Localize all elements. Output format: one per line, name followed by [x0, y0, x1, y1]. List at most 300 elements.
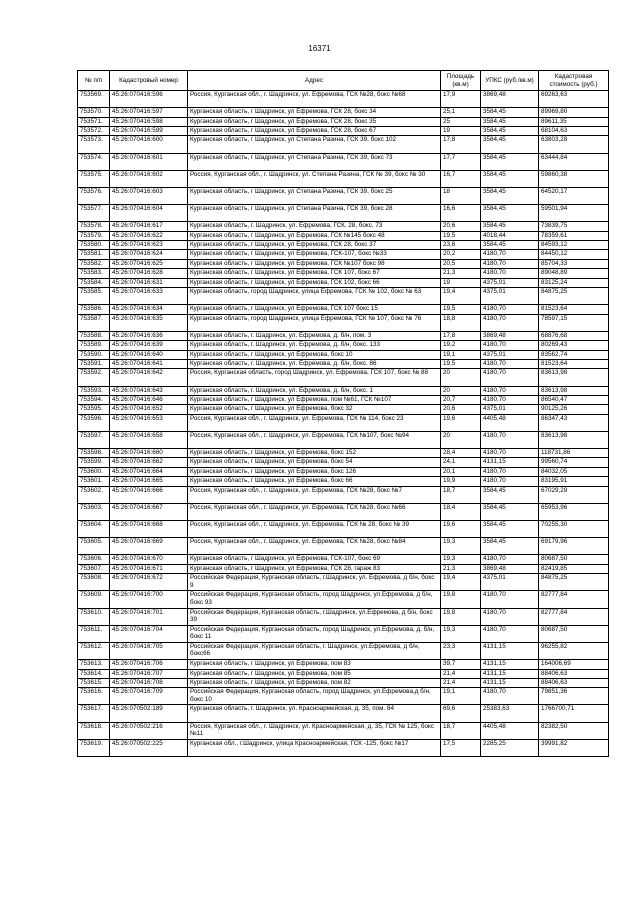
cell-cadastral-value: 69179,96 — [539, 538, 609, 555]
cell-upks: 4131,15 — [481, 669, 539, 678]
cell-num: 753594. — [78, 395, 110, 404]
cell-cadastral-number: 45:26:070416:652 — [110, 405, 188, 414]
cell-upks: 3869,48 — [481, 564, 539, 573]
cell-address: Россия, Курганская обл., г. Шадринск, ул. Ефремова, ГСК №28, бокс №68 — [188, 91, 441, 108]
cell-cadastral-number: 45:26:070416:601 — [110, 153, 188, 170]
table-row — [78, 314, 609, 331]
cell-num: 753592. — [78, 369, 110, 386]
cell-area: 18 — [441, 187, 481, 204]
table-row — [78, 108, 609, 117]
cell-cadastral-number: 45:26:070416:653 — [110, 414, 188, 431]
cell-cadastral-number: 45:26:070416:625 — [110, 259, 188, 268]
cell-num: 753591. — [78, 359, 110, 368]
cell-upks: 3584,45 — [481, 241, 539, 250]
table-row — [78, 331, 609, 340]
cell-area: 21,3 — [441, 269, 481, 278]
cell-area: 19,5 — [441, 231, 481, 240]
cell-address: Курганская область, г. Шадринск, ул. Ефремова, ГСК. 28, бокс. 73 — [188, 222, 441, 231]
table-row — [78, 688, 609, 705]
cell-cadastral-number: 45:26:070416:668 — [110, 521, 188, 538]
cell-cadastral-value: 83562,74 — [539, 350, 609, 359]
cell-cadastral-value: 86540,47 — [539, 395, 609, 404]
cell-upks: 4180,70 — [481, 688, 539, 705]
cell-address: Курганская область, г. Шадринск, ул. Ефремова, д. б/н, бокс. 133 — [188, 341, 441, 350]
cell-area: 19,4 — [441, 288, 481, 305]
table-row — [78, 241, 609, 250]
cell-upks: 3584,45 — [481, 136, 539, 153]
cell-upks: 4375,01 — [481, 574, 539, 591]
cell-address: Российская Федерация, Курганская область, город Шадринск, ул.Ефремова, д. б/н, бокс 11 — [188, 625, 441, 642]
table-row — [78, 259, 609, 268]
table-row — [78, 625, 609, 642]
cell-cadastral-value: 68104,63 — [539, 126, 609, 135]
cell-cadastral-value: 83125,24 — [539, 278, 609, 287]
table-row — [78, 117, 609, 126]
cell-cadastral-number: 45:26:070416:635 — [110, 314, 188, 331]
cell-address: Курганская область, г Шадринск, ул Ефремова, ГСК 28, бокс 37 — [188, 241, 441, 250]
cell-cadastral-value: 69263,63 — [539, 91, 609, 108]
header-address: Адрес — [188, 71, 441, 91]
cell-num: 753593. — [78, 386, 110, 395]
cell-num: 753588. — [78, 331, 110, 340]
table-row — [78, 739, 609, 756]
cell-upks: 4180,70 — [481, 259, 539, 268]
table-row — [78, 288, 609, 305]
cell-area: 20,2 — [441, 250, 481, 259]
cell-cadastral-value: 83613,98 — [539, 369, 609, 386]
table-row — [78, 705, 609, 722]
table-row — [78, 503, 609, 520]
cell-num: 753575. — [78, 170, 110, 187]
cell-address: Курганская область, г Шадринск, ул Ефремова, ГСК №145 бокс 48 — [188, 231, 441, 240]
cell-area: 18,7 — [441, 486, 481, 503]
cell-cadastral-number: 45:26:070416:667 — [110, 503, 188, 520]
cell-num: 753586. — [78, 305, 110, 314]
cell-cadastral-value: 78359,61 — [539, 231, 609, 240]
cell-cadastral-value: 88406,63 — [539, 669, 609, 678]
cell-upks: 3584,45 — [481, 187, 539, 204]
cell-area: 19 — [441, 278, 481, 287]
cell-address: Российская Федерация, Курганская область, г. Шадринск, ул.Ефремова, д б/н, бокс66 — [188, 642, 441, 659]
cell-area: 23,6 — [441, 241, 481, 250]
cell-cadastral-value: 89611,35 — [539, 117, 609, 126]
table-row — [78, 431, 609, 448]
cell-cadastral-number: 45:26:070416:617 — [110, 222, 188, 231]
table-row — [78, 608, 609, 625]
table-row — [78, 136, 609, 153]
cell-upks: 4180,70 — [481, 314, 539, 331]
cell-cadastral-value: 67029,29 — [539, 486, 609, 503]
table-body — [78, 91, 609, 757]
cell-upks: 4131,15 — [481, 642, 539, 659]
cell-upks: 4180,70 — [481, 305, 539, 314]
cell-address: Курганская область, г. Шадринск, ул. Ефремова, д. б/н, пом. 3 — [188, 331, 441, 340]
cell-upks: 4180,70 — [481, 250, 539, 259]
cell-area: 25,1 — [441, 108, 481, 117]
cell-upks: 4375,01 — [481, 405, 539, 414]
cell-num: 753597. — [78, 431, 110, 448]
cell-upks: 4180,70 — [481, 608, 539, 625]
cell-address: Курганская область, г Шадринск, ул Ефремова, ГСК 28, бокс 35 — [188, 117, 441, 126]
cell-area: 25 — [441, 117, 481, 126]
cell-upks: 4180,70 — [481, 386, 539, 395]
cell-area: 17,7 — [441, 153, 481, 170]
cell-area: 19,3 — [441, 555, 481, 564]
table-row — [78, 369, 609, 386]
table-row — [78, 153, 609, 170]
cell-cadastral-number: 45:26:070416:596 — [110, 91, 188, 108]
cell-address: Курганская область, г Шадринск, ул Ефремова, ГСК-107, бокс 69 — [188, 555, 441, 564]
cell-num: 753583. — [78, 269, 110, 278]
cell-area: 19,5 — [441, 359, 481, 368]
cell-cadastral-value: 82382,50 — [539, 722, 609, 739]
cell-num: 753619. — [78, 739, 110, 756]
cell-upks: 4375,01 — [481, 278, 539, 287]
cell-cadastral-value: 65953,96 — [539, 503, 609, 520]
cell-num: 753571. — [78, 117, 110, 126]
cell-area: 17,5 — [441, 739, 481, 756]
table-row — [78, 305, 609, 314]
cell-address: Россия, Курганская обл., г. Шадринск, ул. Красноармейская, д. 35, ГСК № 125, бокс №11 — [188, 722, 441, 739]
cell-area: 39,7 — [441, 660, 481, 669]
cell-address: Курганская область, г Шадринск, ул Ефремова, ГСК-107, бокс №33 — [188, 250, 441, 259]
cell-area: 19,3 — [441, 625, 481, 642]
cell-num: 753605. — [78, 538, 110, 555]
cell-num: 753584. — [78, 278, 110, 287]
cell-cadastral-value: 64520,17 — [539, 187, 609, 204]
cell-cadastral-number: 45:26:070416:622 — [110, 231, 188, 240]
cell-upks: 3584,45 — [481, 108, 539, 117]
cell-area: 18,8 — [441, 314, 481, 331]
cell-cadastral-value: 96255,82 — [539, 642, 609, 659]
cell-num: 753604. — [78, 521, 110, 538]
header-value: Кадастровая стоимость (руб.) — [539, 71, 609, 91]
cell-area: 20,1 — [441, 467, 481, 476]
cell-cadastral-value: 79851,36 — [539, 688, 609, 705]
cell-num: 753577. — [78, 205, 110, 222]
cell-cadastral-value: 59501,94 — [539, 205, 609, 222]
cell-upks: 3584,45 — [481, 521, 539, 538]
cell-upks: 3584,45 — [481, 222, 539, 231]
cell-cadastral-value: 63803,28 — [539, 136, 609, 153]
cell-cadastral-number: 45:26:070416:705 — [110, 642, 188, 659]
header-num: № п/п — [78, 71, 110, 91]
cell-upks: 4375,01 — [481, 350, 539, 359]
cell-area: 20,5 — [441, 259, 481, 268]
cell-cadastral-number: 45:26:070416:658 — [110, 431, 188, 448]
cell-address: Курганская область, г Шадринск, ул Степана Разина, ГСК 39, бокс 102 — [188, 136, 441, 153]
header-cadastral: Кадастровый номер — [110, 71, 188, 91]
cell-cadastral-value: 84875,25 — [539, 288, 609, 305]
cell-area: 19,1 — [441, 688, 481, 705]
cell-area: 19,4 — [441, 574, 481, 591]
table-row — [78, 231, 609, 240]
cell-cadastral-value: 63444,84 — [539, 153, 609, 170]
cell-num: 753609. — [78, 591, 110, 608]
page-number: 16371 — [308, 44, 331, 53]
cell-cadastral-number: 45:26:070416:643 — [110, 386, 188, 395]
cell-address: Курганская область, г Шадринск, ул Ефремова, пом 82 — [188, 678, 441, 687]
cell-cadastral-number: 45:26:070416:639 — [110, 341, 188, 350]
cell-cadastral-value: 84450,12 — [539, 250, 609, 259]
cell-area: 19,5 — [441, 305, 481, 314]
cell-cadastral-number: 45:26:070416:636 — [110, 331, 188, 340]
cell-cadastral-value: 1766700,71 — [539, 705, 609, 722]
table-row — [78, 359, 609, 368]
cell-upks: 4180,70 — [481, 477, 539, 486]
cell-address: Курганская область, г. Шадринск, ул. Ефремова, д. б/н, бокс. 86 — [188, 359, 441, 368]
cell-area: 20,7 — [441, 395, 481, 404]
cell-cadastral-value: 164006,69 — [539, 660, 609, 669]
cell-upks: 4405,48 — [481, 414, 539, 431]
cell-cadastral-value: 89969,80 — [539, 108, 609, 117]
cell-num: 753615. — [78, 678, 110, 687]
cell-cadastral-value: 89048,89 — [539, 269, 609, 278]
cell-num: 753576. — [78, 187, 110, 204]
cell-address: Российская Федерация, Курганская область, г.Шадринск, ул. Ефремова, д б/н, бокс 9 — [188, 574, 441, 591]
table-row — [78, 678, 609, 687]
cell-num: 753598. — [78, 449, 110, 458]
table-row — [78, 486, 609, 503]
cell-address: Российская Федерация, Курганская область, г.Шадринск, ул.Ефремова, д б/н, бокс 39 — [188, 608, 441, 625]
cell-upks: 3584,45 — [481, 170, 539, 187]
cell-upks: 3869,48 — [481, 91, 539, 108]
cell-cadastral-number: 45:26:070416:664 — [110, 467, 188, 476]
cell-area: 16,7 — [441, 170, 481, 187]
cell-num: 753596. — [78, 414, 110, 431]
cell-cadastral-number: 45:26:070502:216 — [110, 722, 188, 739]
cell-cadastral-value: 83613,98 — [539, 431, 609, 448]
cell-area: 19,8 — [441, 608, 481, 625]
cell-num: 753618. — [78, 722, 110, 739]
cell-address: Курганская область, город Шадринск, улица Ефремова, ГСК № 107, бокс № 76 — [188, 314, 441, 331]
cell-cadastral-number: 45:26:070416:672 — [110, 574, 188, 591]
cell-address: Курганская область, г Шадринск, ул Ефремова, ГСК 107, бокс 67 — [188, 269, 441, 278]
table-row — [78, 350, 609, 359]
cell-address: Курганская область, город Шадринск, улица Ефремова, ГСК № 102, бокс № 63 — [188, 288, 441, 305]
cell-address: Курганская область, г Шадринск, ул Ефремова, ГСК 28, бокс 34 — [188, 108, 441, 117]
cell-num: 753614. — [78, 669, 110, 678]
cell-cadastral-value: 85704,33 — [539, 259, 609, 268]
cell-area: 21,4 — [441, 669, 481, 678]
cell-num: 753573. — [78, 136, 110, 153]
table-row — [78, 414, 609, 431]
cell-cadastral-value: 78597,15 — [539, 314, 609, 331]
cell-cadastral-number: 45:26:070416:631 — [110, 278, 188, 287]
table-row — [78, 269, 609, 278]
cell-area: 23,3 — [441, 642, 481, 659]
cell-upks: 3584,45 — [481, 538, 539, 555]
cell-cadastral-value: 81523,64 — [539, 359, 609, 368]
cell-address: Курганская область, г Шадринск, ул Ефремова, пом 83 — [188, 660, 441, 669]
cell-cadastral-number: 45:26:070416:669 — [110, 538, 188, 555]
cell-num: 753581. — [78, 250, 110, 259]
table-row — [78, 467, 609, 476]
table-row — [78, 341, 609, 350]
cell-area: 19,1 — [441, 350, 481, 359]
cell-cadastral-number: 45:26:070416:709 — [110, 688, 188, 705]
cell-address: Курганская область, г Шадринск, ул Ефремова, пом №61, ГСК №107 — [188, 395, 441, 404]
cell-address: Курганская обл., г.Шадринск, улица Красноармейская, ГСК -125, бокс №17 — [188, 739, 441, 756]
cell-cadastral-number: 45:26:070416:708 — [110, 678, 188, 687]
cell-cadastral-number: 45:26:070502:225 — [110, 739, 188, 756]
cell-cadastral-number: 45:26:070416:604 — [110, 205, 188, 222]
cell-num: 753616. — [78, 688, 110, 705]
cell-num: 753602. — [78, 486, 110, 503]
cell-cadastral-number: 45:26:070416:633 — [110, 288, 188, 305]
table-row — [78, 250, 609, 259]
cell-area: 19,2 — [441, 341, 481, 350]
cell-upks: 4375,01 — [481, 288, 539, 305]
cell-address: Россия, Курганская обл., г. Шадринск, ул. Ефремова, ГСК № 114, бокс 23 — [188, 414, 441, 431]
cell-cadastral-number: 45:26:070416:666 — [110, 486, 188, 503]
cell-area: 21,3 — [441, 564, 481, 573]
cell-upks: 4180,70 — [481, 369, 539, 386]
cell-num: 753611. — [78, 625, 110, 642]
cell-cadastral-number: 45:26:070416:701 — [110, 608, 188, 625]
table-header-row — [78, 71, 609, 91]
cell-address: Курганская область, г Шадринск, ул Степана Разина, ГСК 39, бокс 73 — [188, 153, 441, 170]
cell-cadastral-value: 84875,25 — [539, 574, 609, 591]
table-row — [78, 574, 609, 591]
cell-cadastral-number: 45:26:070416:628 — [110, 269, 188, 278]
cell-cadastral-value: 81523,64 — [539, 305, 609, 314]
cell-area: 17,9 — [441, 91, 481, 108]
cell-num: 753612. — [78, 642, 110, 659]
cell-num: 753578. — [78, 222, 110, 231]
cell-upks: 4180,70 — [481, 341, 539, 350]
table-row — [78, 564, 609, 573]
cell-address: Курганская область, г Шадринск, ул Ефремова, бокс 10 — [188, 350, 441, 359]
table-row — [78, 521, 609, 538]
cell-cadastral-value: 90125,26 — [539, 405, 609, 414]
cell-area: 20 — [441, 431, 481, 448]
table-row — [78, 222, 609, 231]
cell-num: 753595. — [78, 405, 110, 414]
cell-upks: 4131,15 — [481, 678, 539, 687]
table-row — [78, 187, 609, 204]
table-row — [78, 477, 609, 486]
cell-cadastral-value: 82419,85 — [539, 564, 609, 573]
cell-area: 16,6 — [441, 205, 481, 222]
cell-address: Курганская область, г Шадринск, ул Степана Разина, ГСК 39, бокс 28 — [188, 205, 441, 222]
table-row — [78, 458, 609, 467]
cell-upks: 3584,45 — [481, 117, 539, 126]
cell-address: Россия, Курганская обл., г. Шадринск, ул. Степана Разина, ГСК № 39, бокс № 30 — [188, 170, 441, 187]
cell-cadastral-value: 118731,86 — [539, 449, 609, 458]
table-row — [78, 126, 609, 135]
cell-address: Курганская область, г Шадринск, ул Ефремова, ГСК 102, бокс 66 — [188, 278, 441, 287]
cell-upks: 3584,45 — [481, 205, 539, 222]
cell-num: 753599. — [78, 458, 110, 467]
table-row — [78, 449, 609, 458]
table-row — [78, 555, 609, 564]
cell-cadastral-value: 99560,74 — [539, 458, 609, 467]
cell-upks: 4180,70 — [481, 431, 539, 448]
cell-address: Российская Федерация, Курганская область, город Шадринск, ул.Ефремова, д б/н, бокс 93 — [188, 591, 441, 608]
cell-num: 753603. — [78, 503, 110, 520]
cell-cadastral-value: 82777,84 — [539, 608, 609, 625]
cell-upks: 2285,25 — [481, 739, 539, 756]
cell-num: 753580. — [78, 241, 110, 250]
cell-area: 18,7 — [441, 722, 481, 739]
cell-upks: 3584,45 — [481, 126, 539, 135]
cell-area: 19,8 — [441, 591, 481, 608]
cell-area: 21,4 — [441, 678, 481, 687]
cell-cadastral-value: 80269,43 — [539, 341, 609, 350]
cell-cadastral-number: 45:26:070416:671 — [110, 564, 188, 573]
cell-address: Российская Федерация, Курганская область, город Шадринск, ул.Ефремова,д б/н, бокс 10 — [188, 688, 441, 705]
cell-upks: 4180,70 — [481, 625, 539, 642]
cell-cadastral-value: 84593,12 — [539, 241, 609, 250]
cell-upks: 3869,48 — [481, 331, 539, 340]
cell-num: 753574. — [78, 153, 110, 170]
table-row — [78, 170, 609, 187]
cell-num: 753572. — [78, 126, 110, 135]
cell-upks: 4180,70 — [481, 269, 539, 278]
cell-cadastral-number: 45:26:070416:597 — [110, 108, 188, 117]
cell-area: 19,6 — [441, 414, 481, 431]
cell-area: 28,4 — [441, 449, 481, 458]
cell-upks: 4180,70 — [481, 359, 539, 368]
cell-cadastral-value: 86347,43 — [539, 414, 609, 431]
cell-upks: 4131,15 — [481, 660, 539, 669]
cell-cadastral-number: 45:26:070416:642 — [110, 369, 188, 386]
cell-address: Курганская область, г Шадринск, ул Ефремова, пом 85 — [188, 669, 441, 678]
cell-area: 19 — [441, 126, 481, 135]
cell-address: Курганская область, г Шадринск, ул Ефремова, бокс 152 — [188, 449, 441, 458]
cell-address: Курганская область, г Шадринск, ул Ефремова, бокс 66 — [188, 477, 441, 486]
cell-cadastral-value: 88406,63 — [539, 678, 609, 687]
cell-address: Россия, Курганская обл., г. Шадринск, ул. Ефремова, ГСК №107, бокс №94 — [188, 431, 441, 448]
cell-cadastral-value: 59860,38 — [539, 170, 609, 187]
cell-upks: 4180,70 — [481, 591, 539, 608]
cell-upks: 3584,45 — [481, 486, 539, 503]
table-row — [78, 395, 609, 404]
cell-cadastral-value: 39991,82 — [539, 739, 609, 756]
cell-address: Курганская область, г Шадринск, ул Ефремова, ГСК №107 бокс 98 — [188, 259, 441, 268]
cell-num: 753590. — [78, 350, 110, 359]
table-row — [78, 91, 609, 108]
cell-area: 19,9 — [441, 477, 481, 486]
header-area: Площадь (кв.м) — [441, 71, 481, 91]
cell-address: Курганская область, г Шадринск, ул Степана Разина, ГСК 39, бокс 25 — [188, 187, 441, 204]
cell-cadastral-value: 70255,30 — [539, 521, 609, 538]
cell-upks: 4180,70 — [481, 449, 539, 458]
cell-cadastral-number: 45:26:070502:189 — [110, 705, 188, 722]
cell-cadastral-number: 45:26:070416:599 — [110, 126, 188, 135]
cell-address: Курганская область, г Шадринск, ул Ефремова, бокс 54 — [188, 458, 441, 467]
table-row — [78, 405, 609, 414]
cell-upks: 4180,70 — [481, 555, 539, 564]
table-row — [78, 278, 609, 287]
cell-cadastral-number: 45:26:070416:640 — [110, 350, 188, 359]
cell-cadastral-number: 45:26:070416:602 — [110, 170, 188, 187]
cell-num: 753607. — [78, 564, 110, 573]
cell-num: 753585. — [78, 288, 110, 305]
cell-cadastral-value: 68876,68 — [539, 331, 609, 340]
cell-address: Россия, Курганская обл., г. Шадринск, ул. Ефремова, ГСК №28, бокс №7 — [188, 486, 441, 503]
cell-area: 24,1 — [441, 458, 481, 467]
cell-cadastral-number: 45:26:070416:670 — [110, 555, 188, 564]
cell-cadastral-number: 45:26:070416:660 — [110, 449, 188, 458]
table-row — [78, 205, 609, 222]
cell-address: Курганская область, г Шадринск, ул Ефремова, бокс 32 — [188, 405, 441, 414]
cell-cadastral-value: 84032,05 — [539, 467, 609, 476]
cell-upks: 4018,44 — [481, 231, 539, 240]
cell-cadastral-number: 45:26:070416:634 — [110, 305, 188, 314]
cell-num: 753579. — [78, 231, 110, 240]
